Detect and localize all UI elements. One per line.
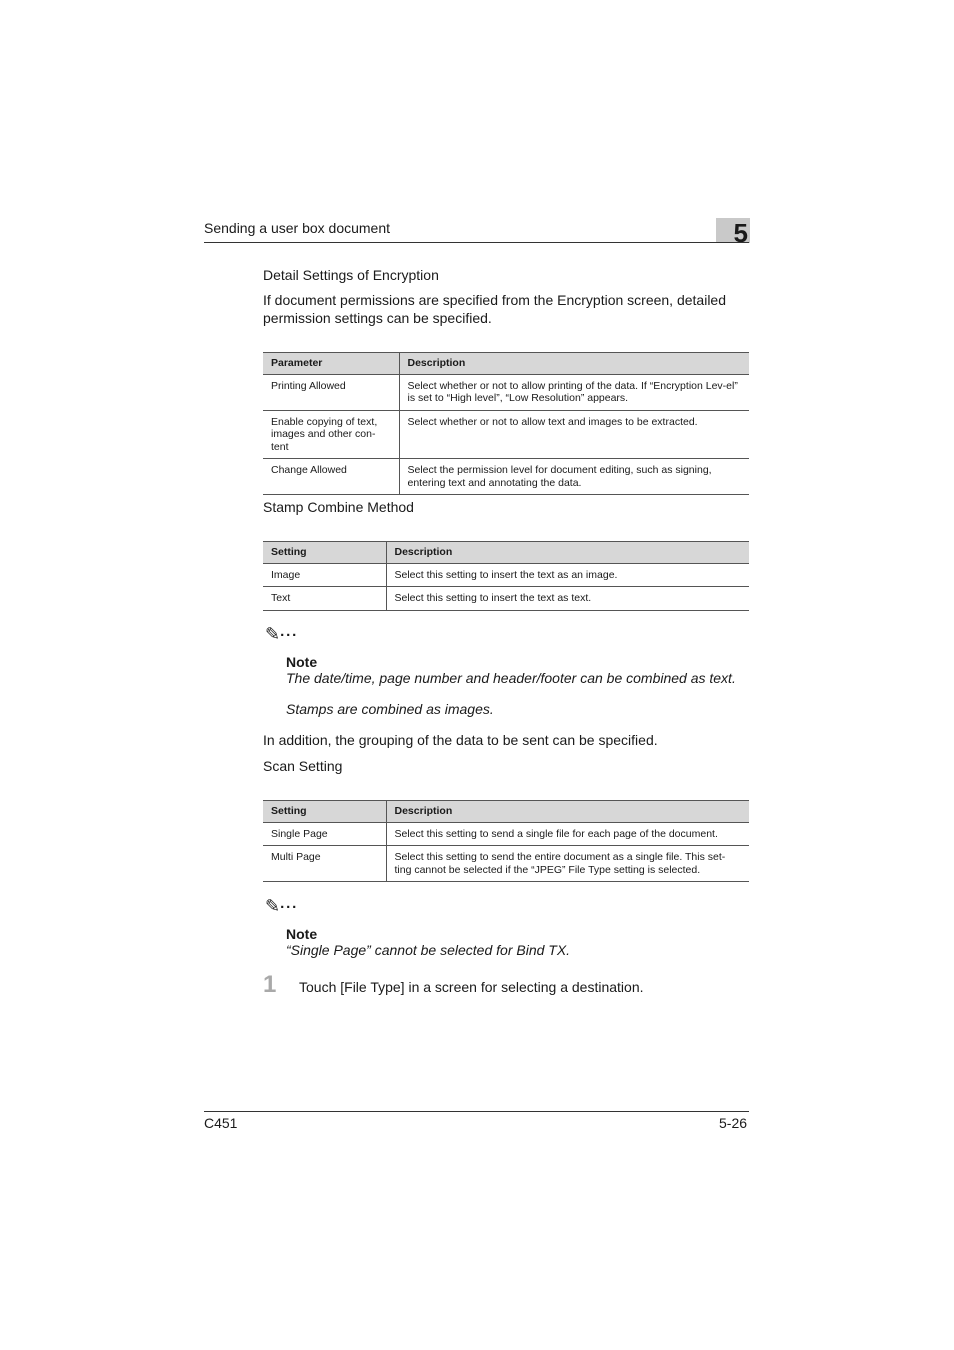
running-header-title: Sending a user box document <box>204 220 391 236</box>
grouping-text: In addition, the grouping of the data to be sent can be specified. <box>263 732 658 748</box>
table-cell: Select the permission level for document editing, such as signing, entering text and annotating the data. <box>399 459 749 495</box>
table-header-row <box>263 353 749 375</box>
header-divider <box>204 242 749 243</box>
table-cell: Select this setting to insert the text as an image. <box>386 563 749 587</box>
pencil-note-icon: ✎ <box>265 624 281 644</box>
column-header: Description <box>386 542 749 564</box>
table-row <box>263 459 749 495</box>
note-block <box>265 625 298 645</box>
stamp-heading: Stamp Combine Method <box>263 499 414 515</box>
table-cell: Select whether or not to allow printing of the data. If “Encryption Lev-el” is set to “High level”, “Low Resolution” appears. <box>399 374 749 410</box>
pencil-note-icon: ✎ <box>265 896 281 916</box>
table-cell: Select this setting to send a single file for each page of the document. <box>386 822 749 846</box>
table-row <box>263 822 749 846</box>
table-cell: Image <box>263 563 386 587</box>
ellipsis-icon: ··· <box>280 627 299 644</box>
footer-divider <box>204 1111 749 1112</box>
table-row <box>263 374 749 410</box>
column-header: Setting <box>263 542 386 564</box>
table-row <box>263 587 749 611</box>
table-cell: Select this setting to send the entire document as a single file. This set-ting cannot be selected if the “JPEG” File Type setting is selected. <box>386 846 749 882</box>
note-text: The date/time, page number and header/footer can be combined as text. <box>286 670 736 686</box>
encryption-table <box>263 352 749 495</box>
step-text: Touch [File Type] in a screen for selecting a destination. <box>299 979 644 995</box>
chapter-number-badge: 5 <box>716 218 750 243</box>
footer-page-number: 5-26 <box>719 1115 748 1131</box>
table-header-row <box>263 542 749 564</box>
table-header-row <box>263 801 749 823</box>
note-label: Note <box>286 926 318 942</box>
column-header: Description <box>399 353 749 375</box>
column-header: Description <box>386 801 749 823</box>
table-cell: Single Page <box>263 822 386 846</box>
table-row <box>263 410 749 459</box>
note-text: Stamps are combined as images. <box>286 701 494 717</box>
note-label: Note <box>286 654 318 670</box>
step-number: 1 <box>263 971 277 998</box>
table-cell: Enable copying of text, images and other con-tent <box>263 410 399 459</box>
ellipsis-icon: ··· <box>280 899 299 916</box>
column-header: Setting <box>263 801 386 823</box>
table-cell: Select this setting to insert the text as text. <box>386 587 749 611</box>
table-row <box>263 563 749 587</box>
footer-model: C451 <box>204 1115 238 1131</box>
scan-table <box>263 800 749 882</box>
note-text: “Single Page” cannot be selected for Bind TX. <box>286 942 571 958</box>
table-cell: Printing Allowed <box>263 374 399 410</box>
encryption-intro: If document permissions are specified from the Encryption screen, detailed permission settings can be specified. <box>263 292 727 326</box>
column-header: Parameter <box>263 353 399 375</box>
table-cell: Select whether or not to allow text and images to be extracted. <box>399 410 749 459</box>
encryption-heading: Detail Settings of Encryption <box>263 267 439 283</box>
table-cell: Text <box>263 587 386 611</box>
scan-heading: Scan Setting <box>263 758 343 774</box>
table-cell: Change Allowed <box>263 459 399 495</box>
table-cell: Multi Page <box>263 846 386 882</box>
table-row <box>263 846 749 882</box>
stamp-table <box>263 541 749 611</box>
note-block <box>265 897 298 917</box>
